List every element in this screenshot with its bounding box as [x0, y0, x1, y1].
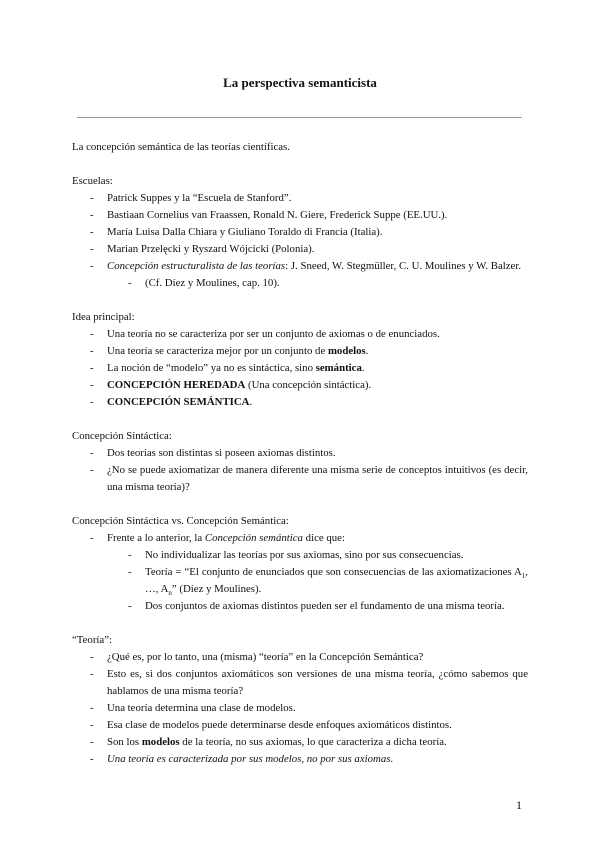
- escuelas-heading: Escuelas:: [72, 175, 113, 187]
- sintactica-list: [72, 445, 528, 496]
- estructuralista-authors: : J. Sneed, W. Stegmüller, C. U. Moulines y W. Balzer.: [285, 260, 522, 272]
- list-item: - Una teoría se caracteriza mejor por un conjunto de modelos.: [72, 343, 528, 360]
- sub-list: [72, 547, 528, 615]
- versus-heading: Concepción Sintáctica vs. Concepción Semántica:: [72, 515, 289, 527]
- list-item: - Una teoría no se caracteriza por ser un conjunto de axiomas o de enunciados.: [72, 326, 528, 343]
- list-item: - Patrick Suppes y la “Escuela de Stanford”.: [72, 190, 528, 207]
- idea-heading: Idea principal:: [72, 311, 135, 323]
- list-item: - Esa clase de modelos puede determinarse desde enfoques axiomáticos distintos.: [72, 717, 528, 734]
- list-item: - No individualizar las teorías por sus axiomas, sino por sus consecuencias.: [72, 547, 528, 564]
- title-divider: [77, 117, 522, 118]
- list-item: - Una teoría es caracterizada por sus modelos, no por sus axiomas.: [72, 751, 528, 768]
- list-item: - Dos conjuntos de axiomas distintos pueden ser el fundamento de una misma teoría.: [72, 598, 528, 615]
- sintactica-heading: Concepción Sintáctica:: [72, 430, 172, 442]
- escuelas-list: [72, 190, 528, 292]
- list-item: - Bastiaan Cornelius van Fraassen, Ronald N. Giere, Frederick Suppe (EE.UU.).: [72, 207, 528, 224]
- estructuralista-label: Concepción estructuralista de las teorías: [107, 260, 286, 272]
- list-item: - CONCEPCIÓN SEMÁNTICA.: [72, 394, 528, 411]
- list-item: - Marian Przelęcki y Ryszard Wójcicki (Polonia).: [72, 241, 528, 258]
- page-number: 1: [516, 798, 522, 812]
- list-item: - Esto es, si dos conjuntos axiomáticos son versiones de una misma teoría, ¿cómo sabemos que hablamos de una misma teoría?: [72, 666, 528, 700]
- idea-list: [72, 326, 528, 411]
- list-item: - CONCEPCIÓN HEREDADA (Una concepción sintáctica).: [72, 377, 528, 394]
- list-item: - ¿No se puede axiomatizar de manera diferente una misma serie de conceptos intuitivos (es decir, una misma teoría)?: [72, 462, 528, 496]
- list-item: - Frente a lo anterior, la Concepción semántica dice que: - No individualizar las teorías por sus axiomas, sino por sus consecuencias. - Teoría = “El conjunto de enunciados que son consecuencias de las axiomatizaciones $A_1$, …, $A_n$” (Díez y Moulines). - Dos conjuntos de axiomas distintos pueden ser el fundamento de una misma teoría.: [72, 530, 528, 615]
- teoria-list: [72, 649, 528, 768]
- list-item: [72, 258, 528, 292]
- list-item: - Teoría = “El conjunto de enunciados que son consecuencias de las axiomatizaciones $A_1$, …, $A_n$” (Díez y Moulines).: [72, 564, 528, 598]
- list-item: - ¿Qué es, por lo tanto, una (misma) “teoría” en la Concepción Semántica?: [72, 649, 528, 666]
- list-item: - (Cf. Díez y Moulines, cap. 10).: [72, 275, 528, 292]
- list-item: - Una teoría determina una clase de modelos.: [72, 700, 528, 717]
- list-item: - Dos teorías son distintas si poseen axiomas distintos.: [72, 445, 528, 462]
- intro-paragraph: La concepción semántica de las teorías científicas.: [72, 141, 290, 153]
- sub-list: [72, 275, 528, 292]
- list-item: - María Luisa Dalla Chiara y Giuliano Toraldo di Francia (Italia).: [72, 224, 528, 241]
- page-title: La perspectiva semanticista: [223, 75, 377, 90]
- list-item: - Son los modelos de la teoría, no sus axiomas, lo que caracteriza a dicha teoría.: [72, 734, 528, 751]
- list-item: - La noción de “modelo” ya no es sintáctica, sino semántica.: [72, 360, 528, 377]
- versus-list: [72, 530, 528, 615]
- teoria-heading: “Teoría”:: [72, 634, 113, 646]
- document-body: [72, 139, 528, 785]
